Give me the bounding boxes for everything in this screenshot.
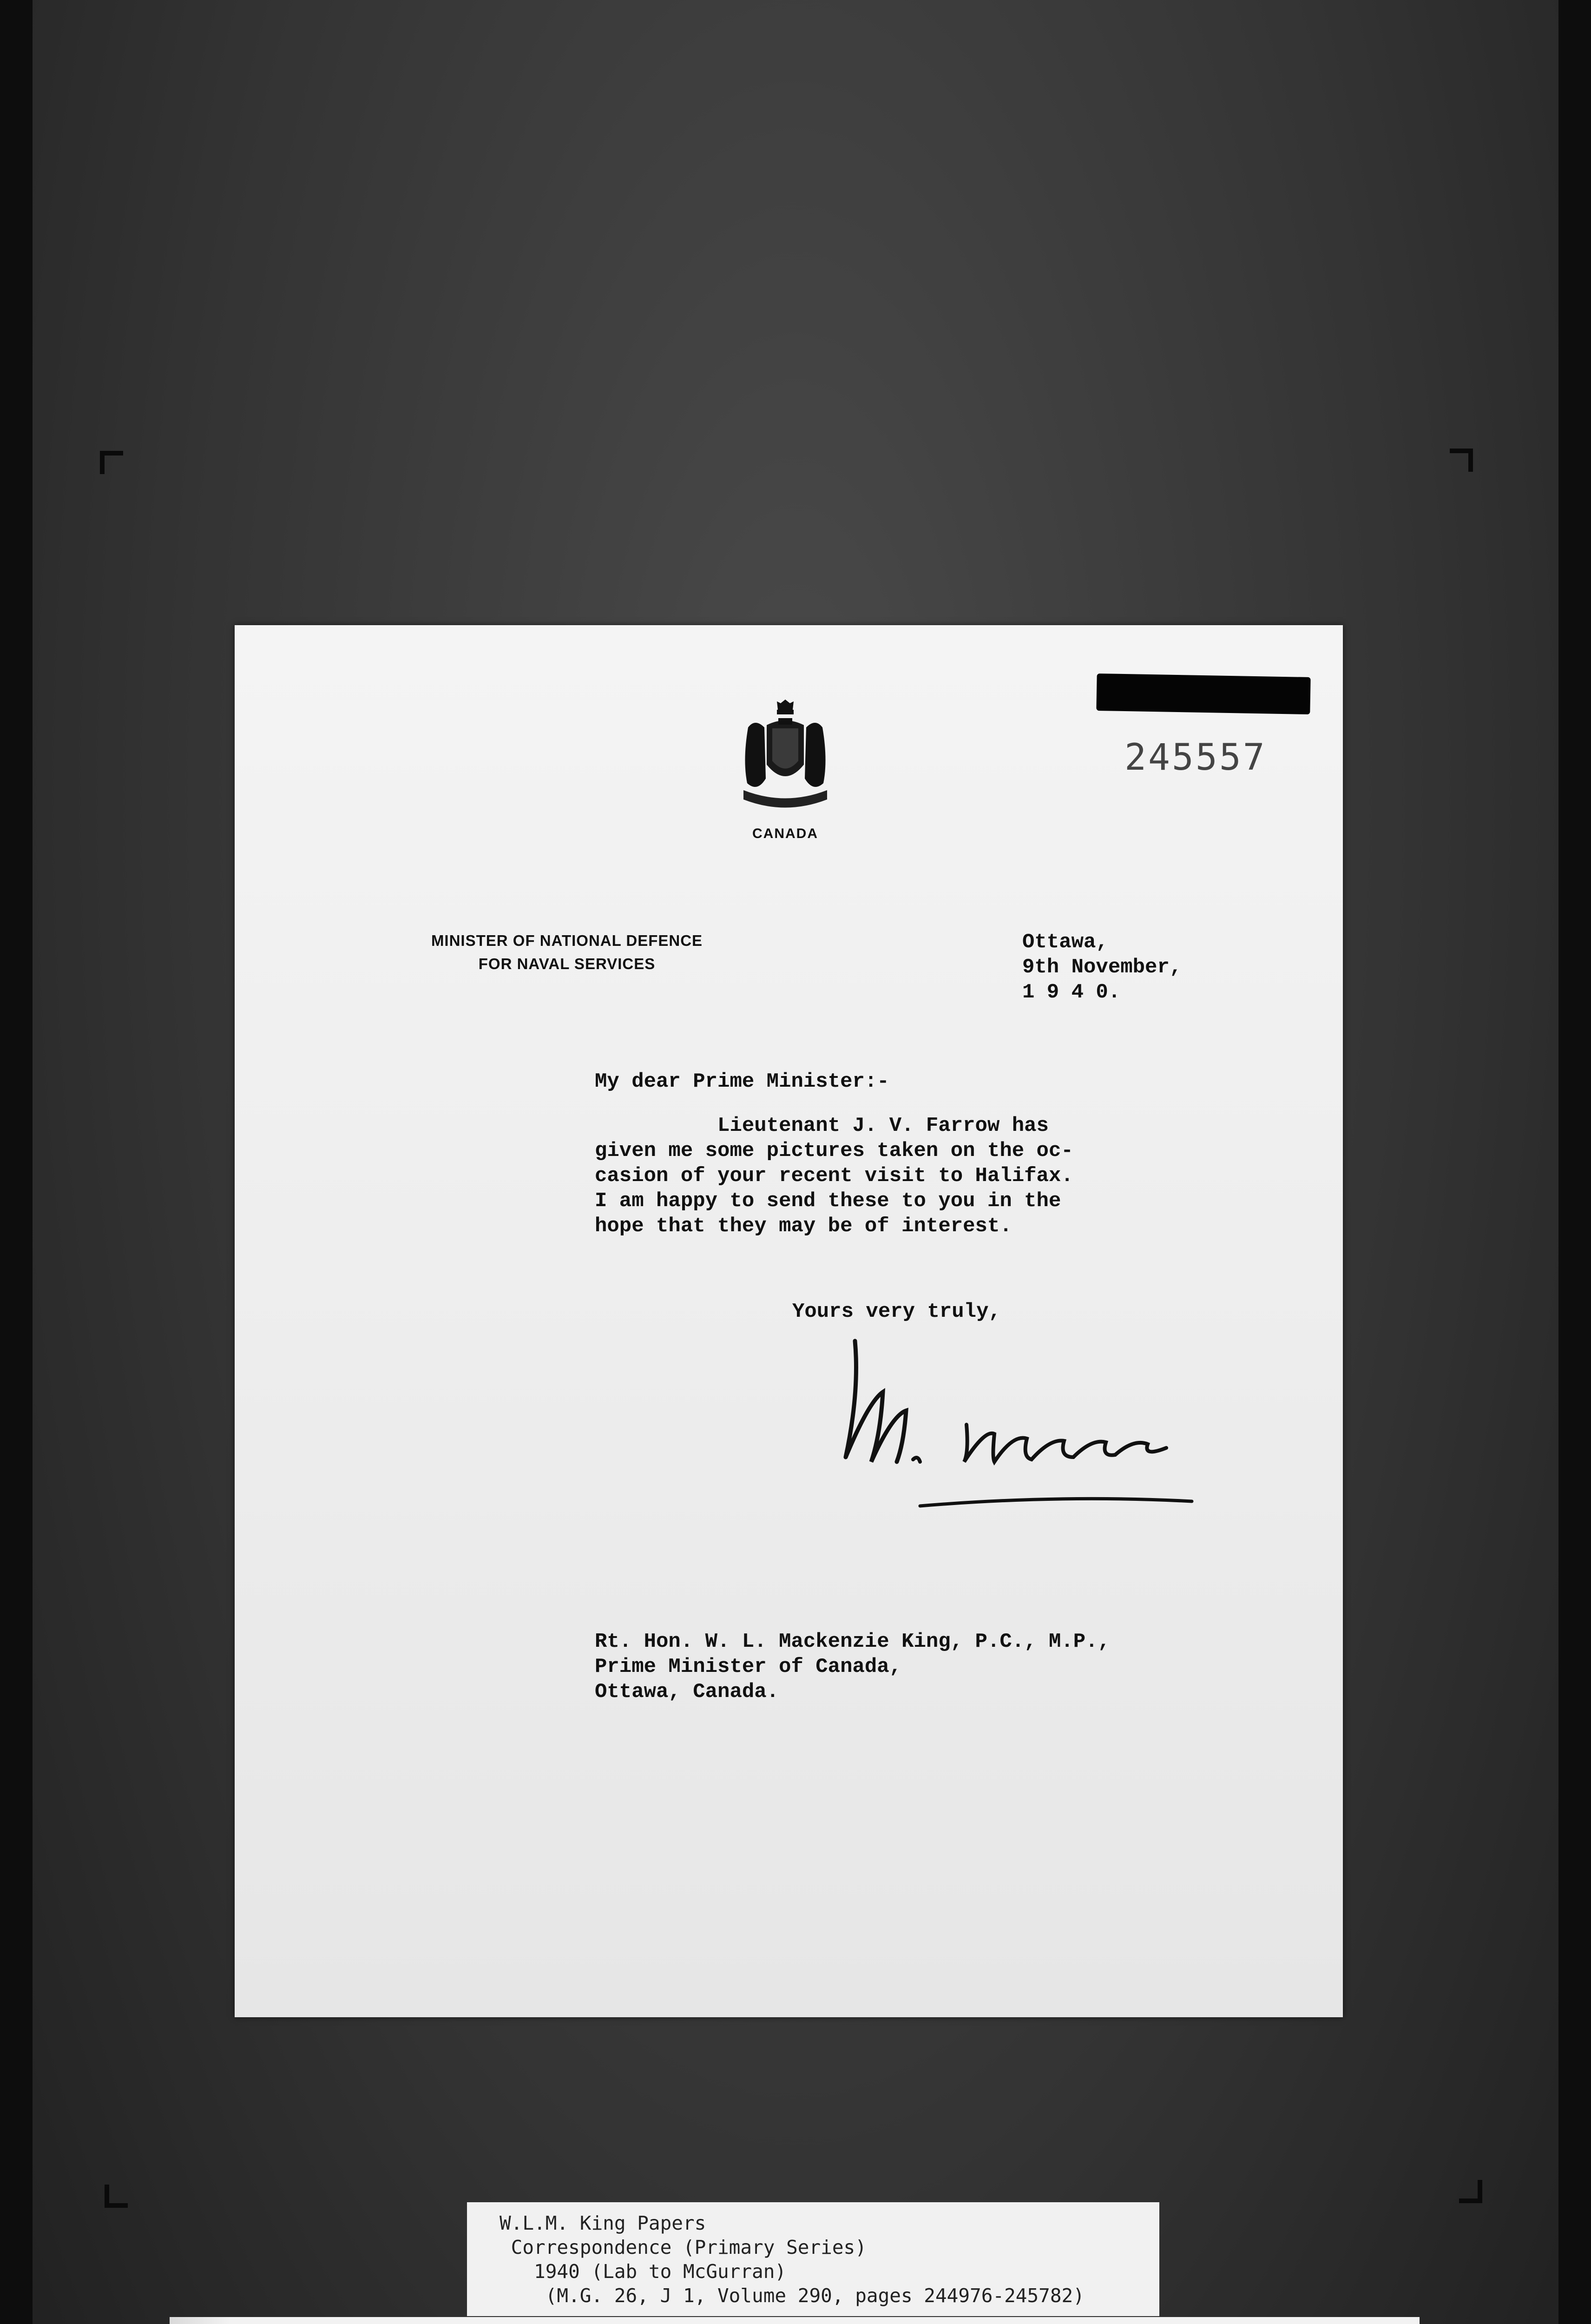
archive-label-line-1: W.L.M. King Papers (500, 2212, 706, 2234)
body-line-1: Lieutenant J. V. Farrow has (595, 1114, 1049, 1137)
minister-title-line2: FOR NAVAL SERVICES (478, 955, 656, 972)
letter-page (235, 625, 1343, 2017)
recipient-line-2: Prime Minister of Canada, (595, 1655, 902, 1678)
body-line-2: given me some pictures taken on the oc- (595, 1139, 1073, 1162)
corner-mark-bottom-right (1459, 2180, 1482, 2203)
recipient-line-3: Ottawa, Canada. (595, 1680, 779, 1703)
document-number: 245557 (1124, 737, 1267, 779)
archive-label-line-2: Correspondence (Primary Series) (500, 2236, 867, 2258)
body-line-5: hope that they may be of interest. (595, 1215, 1012, 1238)
film-edge-right (1558, 0, 1591, 2324)
corner-mark-top-right (1450, 449, 1473, 472)
archive-label-line-3: 1940 (Lab to McGurran) (500, 2260, 787, 2283)
redaction-bar (1096, 673, 1310, 714)
archives-banner (170, 2317, 1420, 2324)
letter-place: Ottawa, (1022, 931, 1108, 954)
closing: Yours very truly, (792, 1300, 1001, 1323)
archive-label-line-4: (M.G. 26, J 1, Volume 290, pages 244976-245782) (500, 2284, 1085, 2307)
banner-tape-edge (170, 2317, 230, 2324)
royal-coat-of-arms-icon (734, 700, 836, 816)
body-line-4: I am happy to send these to you in the (595, 1189, 1061, 1213)
recipient-line-1: Rt. Hon. W. L. Mackenzie King, P.C., M.P., (595, 1630, 1110, 1653)
minister-title-line1: MINISTER OF NATIONAL DEFENCE (431, 932, 703, 949)
body-line-3: casion of your recent visit to Halifax. (595, 1164, 1073, 1188)
corner-mark-top-left (100, 451, 123, 474)
corner-mark-bottom-left (105, 2185, 128, 2208)
film-edge-left (0, 0, 33, 2324)
letter-date: 9th November, (1022, 956, 1182, 979)
letterhead-country: CANADA (752, 826, 818, 841)
handwritten-signature (827, 1322, 1208, 1518)
salutation: My dear Prime Minister:- (595, 1070, 889, 1093)
archive-label-card (467, 2202, 1159, 2316)
letter-year: 1 9 4 0. (1022, 981, 1121, 1004)
